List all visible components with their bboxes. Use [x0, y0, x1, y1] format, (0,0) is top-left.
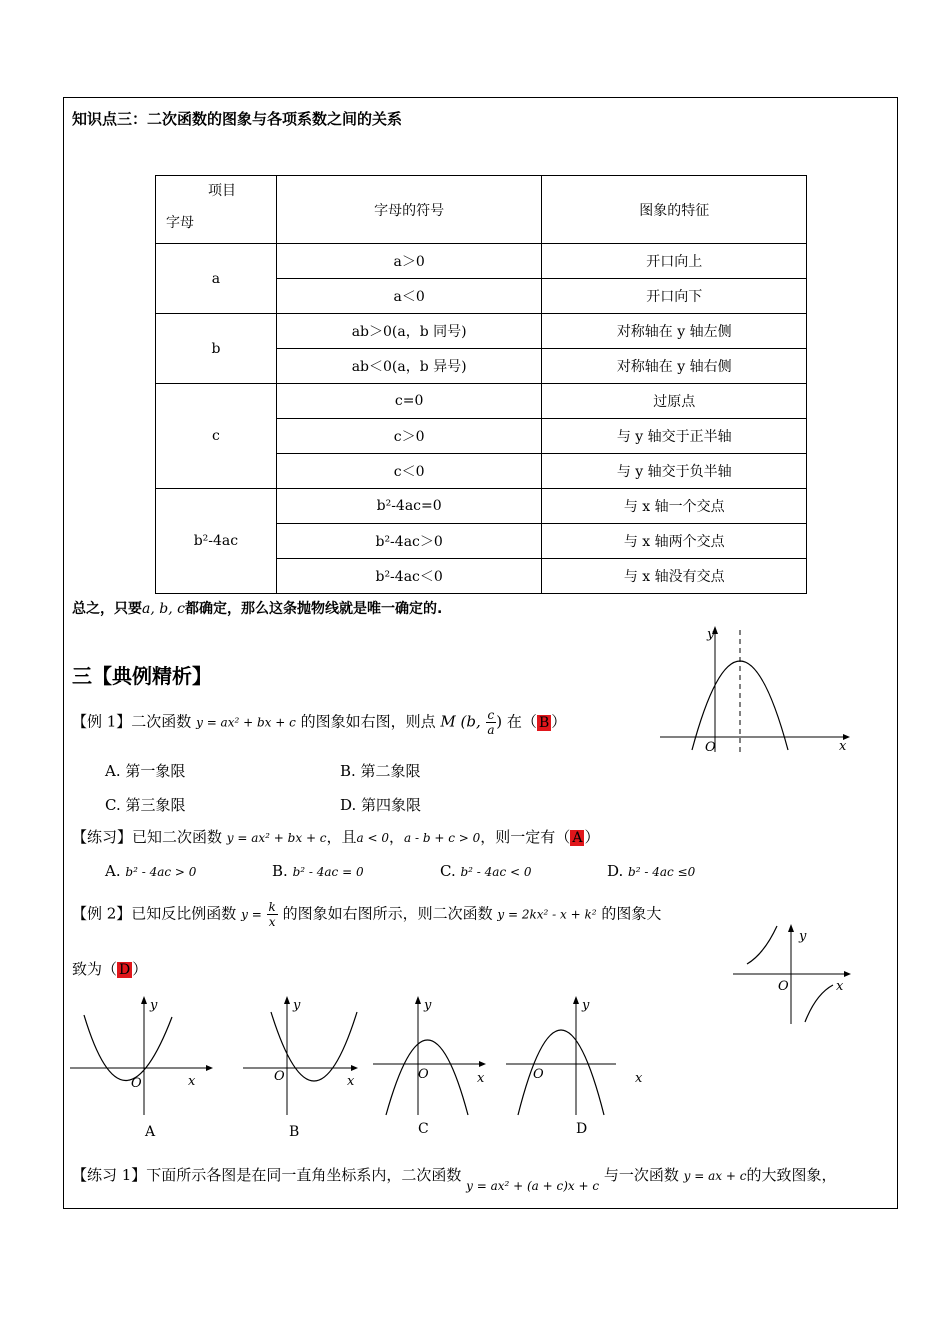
practice-option-b — [272, 862, 364, 880]
sign-cell: ab＜0(a，b 异号) — [276, 349, 542, 384]
practice-condition1: a < 0 — [356, 831, 390, 845]
sign-cell: c=0 — [276, 384, 542, 419]
practice1-end: 的大致图象， — [746, 1166, 837, 1184]
y-label: y — [707, 627, 715, 642]
option-letter: B. — [272, 862, 288, 880]
choice-graph-c — [373, 996, 486, 1137]
practice-option-d — [607, 862, 695, 880]
example2-fraction — [267, 900, 278, 929]
feature-cell: 与 y 轴交于正半轴 — [542, 419, 807, 454]
summary-before: 总之，只要 — [72, 601, 142, 617]
table-row — [156, 489, 807, 524]
header-letter: 字母 — [166, 215, 194, 231]
y-label: y — [799, 929, 807, 944]
option-letter: A. — [105, 862, 121, 880]
y-arrow-icon — [573, 996, 579, 1004]
feature-cell: 与 x 轴一个交点 — [542, 489, 807, 524]
answer-highlight: D — [119, 962, 131, 978]
example2-formula: y = 2kx² - x + k² — [497, 907, 597, 922]
x-label: x — [477, 1071, 485, 1086]
y-label: y — [293, 998, 301, 1013]
origin-label: O — [533, 1067, 544, 1082]
practice-option-a — [105, 862, 196, 880]
fraction-denominator: x — [268, 915, 276, 929]
example1-option-d: D. 第四象限 — [340, 796, 422, 814]
feature-cell: 对称轴在 y 轴右侧 — [542, 349, 807, 384]
option-expr: b² - 4ac ≤0 — [628, 865, 696, 879]
example2-text: 的图象如右图所示，则二次函数 — [282, 904, 493, 923]
header-sign: 字母的符号 — [276, 176, 542, 244]
header-item: 项目 — [208, 183, 236, 199]
practice-formula: y = ax² + bx + c — [226, 831, 327, 845]
option-expr: b² - 4ac = 0 — [292, 865, 364, 879]
header-feature: 图象的特征 — [542, 176, 807, 244]
y-arrow-icon — [141, 996, 147, 1004]
practice1-mid: 与一次函数 — [603, 1166, 679, 1184]
section-title: 知识点三：二次函数的图象与各项系数之间的关系 — [72, 110, 403, 128]
letter-cell: b²-4ac — [156, 489, 277, 594]
x-label: x — [188, 1074, 196, 1089]
table-row — [156, 244, 807, 279]
example1-question — [72, 708, 566, 737]
example2-line2-text: 致为（ — [72, 960, 118, 978]
feature-cell: 与 y 轴交于负半轴 — [542, 454, 807, 489]
parabola-d — [518, 1030, 604, 1115]
y-label: y — [150, 998, 158, 1013]
x-arrow-icon — [479, 1061, 486, 1067]
fraction-denominator: a — [487, 723, 495, 737]
example1-option-b: B. 第二象限 — [340, 762, 421, 780]
practice-condition2: a - b + c > 0 — [404, 831, 481, 845]
y-arrow-icon — [415, 996, 421, 1004]
diagonal-header — [156, 176, 276, 243]
example1-close: ） — [551, 712, 567, 731]
practice-text: ，且 — [326, 828, 357, 846]
choice-graph-d — [506, 996, 643, 1137]
example2-text-end: 的图象大 — [601, 904, 662, 923]
summary-line — [72, 598, 442, 618]
example1-label: 【例 1】二次函数 — [72, 712, 192, 731]
table-row — [156, 384, 807, 419]
practice1-label: 【练习 1】下面所示各图是在同一直角坐标系内，二次函数 — [72, 1166, 462, 1184]
origin-label: O — [274, 1069, 285, 1084]
practice-question: 【练习】已知二次函数 y = ax² + bx + c，且a < 0，a - b + c > 0，则一定有（ A ） — [72, 828, 600, 846]
choice-graph-b — [243, 996, 358, 1140]
sign-cell: c＜0 — [276, 454, 542, 489]
answer-highlight: A — [572, 830, 583, 846]
feature-cell: 开口向下 — [542, 279, 807, 314]
letter-cell: b — [156, 314, 277, 384]
example1-point-end: ) — [496, 712, 503, 731]
choice-label-b: B — [289, 1124, 300, 1140]
letter-cell: c — [156, 384, 277, 489]
y-arrow-icon — [788, 924, 794, 932]
sign-cell: ab＞0(a，b 同号) — [276, 314, 542, 349]
option-letter: C. — [440, 862, 456, 880]
parabola-a — [84, 1015, 172, 1081]
example2-label: 【例 2】已知反比例函数 — [72, 904, 237, 923]
option-letter: D. — [607, 862, 624, 880]
sign-cell: a＜0 — [276, 279, 542, 314]
choice-label-d: D — [576, 1121, 588, 1137]
coefficient-table — [155, 175, 807, 594]
practice-option-c — [440, 862, 532, 880]
choice-label-a: A — [145, 1124, 156, 1140]
feature-cell: 过原点 — [542, 384, 807, 419]
answer-highlight: B — [538, 714, 550, 731]
choice-graphs — [68, 990, 648, 1140]
example1-text: 的图象如右图，则点 — [300, 712, 436, 731]
example2-question — [72, 900, 661, 929]
y-label: y — [582, 998, 590, 1013]
hyperbola-branch-lower — [805, 985, 833, 1022]
example2-y-eq: y = — [241, 907, 262, 922]
hyperbola-branch-upper — [747, 926, 777, 964]
summary-after: 都确定，那么这条抛物线就是唯一确定的. — [184, 601, 443, 617]
x-label: x — [347, 1074, 355, 1089]
example2-line2 — [72, 958, 147, 979]
example1-text-end: 在（ — [506, 712, 537, 731]
y-label: y — [424, 998, 432, 1013]
practice1-formula2: y = ax + c — [683, 1169, 747, 1183]
example2-close: ） — [132, 960, 148, 978]
feature-cell: 与 x 轴两个交点 — [542, 524, 807, 559]
sign-cell: a＞0 — [276, 244, 542, 279]
example1-parabola-graph — [655, 622, 855, 757]
choice-label-c: C — [418, 1121, 429, 1137]
example1-fraction — [486, 708, 497, 737]
table-row — [156, 314, 807, 349]
x-arrow-icon — [351, 1065, 358, 1071]
x-arrow-icon — [844, 971, 851, 977]
example1-option-c: C. 第三象限 — [105, 796, 186, 814]
letter-cell: a — [156, 244, 277, 314]
practice-label: 【练习】已知二次函数 — [72, 828, 223, 846]
sign-cell: c＞0 — [276, 419, 542, 454]
sign-cell: b²-4ac＜0 — [276, 559, 542, 594]
choice-graph-a — [70, 996, 213, 1140]
x-label: x — [839, 739, 847, 754]
summary-vars: a, b, c — [142, 601, 185, 617]
feature-cell: 开口向上 — [542, 244, 807, 279]
fraction-numerator: c — [487, 708, 495, 722]
feature-cell: 与 x 轴没有交点 — [542, 559, 807, 594]
x-label: x — [635, 1071, 643, 1086]
x-label: x — [836, 979, 844, 994]
practice1-formula1: y = ax² + (a + c)x + c — [466, 1179, 600, 1193]
practice1-question — [72, 1164, 837, 1193]
x-arrow-icon — [206, 1065, 213, 1071]
example1-option-a: A. 第一象限 — [105, 762, 186, 780]
example1-formula: y = ax² + bx + c — [196, 715, 296, 730]
example2-hyperbola-graph — [728, 918, 858, 1028]
practice-close: ） — [584, 828, 600, 846]
origin-label: O — [705, 740, 716, 755]
practice-text-end: ，则一定有（ — [480, 828, 571, 846]
origin-label: O — [418, 1067, 429, 1082]
origin-label: O — [778, 979, 789, 994]
table-header-row — [156, 176, 807, 244]
example1-point: M (b, — [440, 712, 481, 731]
sign-cell: b²-4ac＞0 — [276, 524, 542, 559]
feature-cell: 对称轴在 y 轴左侧 — [542, 314, 807, 349]
section3-title: 三【典例精析】 — [72, 664, 212, 688]
option-expr: b² - 4ac < 0 — [460, 865, 532, 879]
origin-label: O — [131, 1076, 142, 1091]
y-arrow-icon — [284, 996, 290, 1004]
option-expr: b² - 4ac > 0 — [125, 865, 197, 879]
fraction-numerator: k — [268, 900, 276, 914]
sign-cell: b²-4ac=0 — [276, 489, 542, 524]
